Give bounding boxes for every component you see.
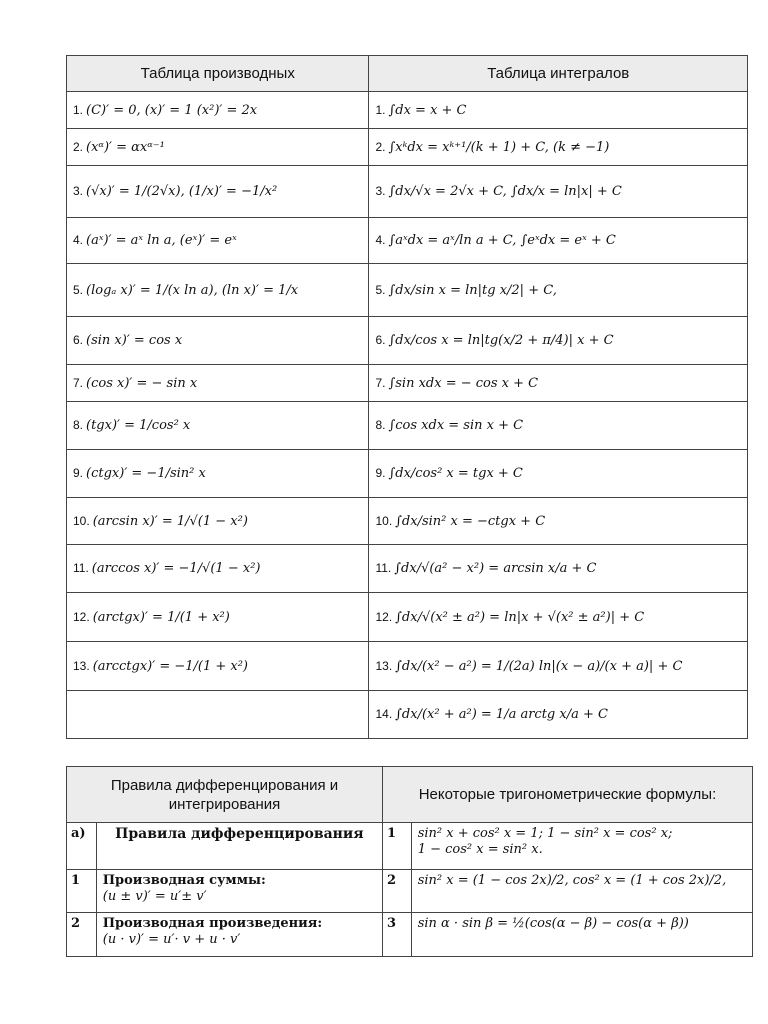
- derivative-formula: (aˣ)′ = aˣ ln a, (eˣ)′ = eˣ: [86, 233, 237, 248]
- derivative-number: 4.: [73, 233, 84, 247]
- trig-cell: [411, 823, 752, 870]
- derivative-formula: (arcctgx)′ = −1/(1 + x²): [92, 658, 249, 674]
- integral-cell: [369, 365, 748, 402]
- derivative-number: 10.: [73, 513, 90, 528]
- formula-row: [67, 593, 748, 642]
- integral-number: 13.: [375, 658, 393, 673]
- rule-title: Производная суммы:: [102, 873, 266, 888]
- integral-number: 2.: [375, 139, 386, 154]
- derivative-formula: (C)′ = 0, (x)′ = 1 (x²)′ = 2x: [86, 102, 258, 118]
- trig-header: Некоторые тригонометрические формулы:: [383, 767, 753, 823]
- rule-cell: [96, 870, 382, 913]
- integral-number: 6.: [375, 333, 386, 347]
- derivative-number: 6.: [73, 333, 84, 347]
- formula-row: [67, 317, 748, 365]
- derivative-number: 13.: [73, 658, 90, 673]
- integral-number: 5.: [375, 282, 386, 297]
- integrals-header: Таблица интегралов: [369, 56, 748, 92]
- rule-row: [67, 823, 753, 870]
- formula-row: [67, 642, 748, 691]
- trig-formula: sin² x + cos² x = 1; 1 − sin² x = cos² x;: [417, 826, 673, 841]
- formula-row: [67, 450, 748, 498]
- derivative-number: 3.: [73, 184, 84, 198]
- integral-formula: ∫dx/cos x = ln|tg(x/2 + π/4)| x + C: [388, 333, 614, 348]
- derivative-formula: (arctgx)′ = 1/(1 + x²): [92, 609, 230, 625]
- derivative-formula: (arccos x)′ = −1/√(1 − x²): [91, 561, 261, 576]
- derivative-number: 9.: [73, 466, 84, 480]
- integral-formula: ∫sin xdx = − cos x + C: [388, 375, 539, 391]
- rule-cell: [96, 823, 382, 870]
- derivative-formula: (cos x)′ = − sin x: [86, 375, 198, 391]
- integral-cell: [369, 642, 748, 691]
- derivative-cell: [67, 218, 369, 264]
- derivative-cell: [67, 317, 369, 365]
- formula-row: [67, 264, 748, 317]
- integral-number: 12.: [375, 609, 393, 624]
- derivative-cell: [67, 642, 369, 691]
- integral-formula: ∫cos xdx = sin x + C: [388, 418, 524, 433]
- formula-row: [67, 691, 748, 739]
- derivative-cell: [67, 545, 369, 593]
- integral-formula: ∫dx/sin x = ln|tg x/2| + C,: [388, 282, 557, 298]
- integral-formula: ∫dx/√x = 2√x + C, ∫dx/x = ln|x| + C: [388, 184, 622, 199]
- derivatives-integrals-table: [66, 55, 748, 739]
- derivative-number: 12.: [73, 609, 90, 624]
- integral-number: 8.: [375, 418, 386, 432]
- rule-title: Производная произведения:: [102, 916, 323, 931]
- integral-number: 7.: [375, 375, 386, 390]
- derivative-number: 2.: [73, 139, 84, 154]
- trig-formula: sin² x = (1 − cos 2x)/2, cos² x = (1 + cos 2x)/2,: [417, 873, 727, 888]
- derivative-cell: [67, 593, 369, 642]
- rule-number: а): [67, 823, 97, 870]
- integral-cell: [369, 218, 748, 264]
- rule-formula: (u ± v)′ = u′± v′: [102, 889, 207, 904]
- derivative-formula: (arcsin x)′ = 1/√(1 − x²): [92, 513, 248, 529]
- formula-row: [67, 129, 748, 166]
- rules-trig-table: [66, 766, 753, 957]
- integral-cell: [369, 264, 748, 317]
- rule-title: Правила дифференцирования: [115, 826, 364, 842]
- integral-cell: [369, 691, 748, 739]
- integral-cell: [369, 450, 748, 498]
- trig-formula: sin α · sin β = ½(cos(α − β) − cos(α + β)): [417, 916, 689, 931]
- integral-cell: [369, 166, 748, 218]
- derivative-cell: [67, 129, 369, 166]
- derivative-formula: (√x)′ = 1/(2√x), (1/x)′ = −1/x²: [86, 184, 278, 199]
- derivative-cell: [67, 92, 369, 129]
- derivative-cell: [67, 264, 369, 317]
- integral-number: 9.: [375, 466, 386, 480]
- derivative-number: 5.: [73, 282, 84, 297]
- trig-number: 1: [383, 823, 412, 870]
- integral-formula: ∫dx/cos² x = tgx + C: [388, 466, 523, 481]
- integral-number: 4.: [375, 233, 386, 247]
- rule-cell: [96, 913, 382, 957]
- formula-row: [67, 92, 748, 129]
- integral-formula: ∫dx/(x² − a²) = 1/(2a) ln|(x − a)/(x + a)| + C: [395, 658, 683, 674]
- integral-cell: [369, 317, 748, 365]
- formula-row: [67, 166, 748, 218]
- rule-row: [67, 870, 753, 913]
- derivative-formula: (tgx)′ = 1/cos² x: [86, 418, 191, 433]
- formula-row: [67, 545, 748, 593]
- integral-formula: ∫dx/√(x² ± a²) = ln|x + √(x² ± a²)| + C: [395, 609, 645, 625]
- rule-number: 1: [67, 870, 97, 913]
- trig-cell: [411, 913, 752, 957]
- derivative-cell: [67, 166, 369, 218]
- rule-row: [67, 913, 753, 957]
- derivative-formula: (sin x)′ = cos x: [86, 333, 183, 348]
- trig-number: 3: [383, 913, 412, 957]
- integral-cell: [369, 402, 748, 450]
- integral-number: 3.: [375, 184, 386, 198]
- derivatives-header: Таблица производных: [67, 56, 369, 92]
- derivative-cell: [67, 498, 369, 545]
- integral-formula: ∫dx/(x² + a²) = 1/a arctg x/a + C: [395, 707, 608, 722]
- integral-number: 10.: [375, 513, 393, 528]
- derivative-number: 8.: [73, 418, 84, 432]
- integral-cell: [369, 545, 748, 593]
- derivative-cell: [67, 691, 369, 739]
- integral-number: 14.: [375, 707, 393, 721]
- derivative-formula: (logₐ x)′ = 1/(x ln a), (ln x)′ = 1/x: [86, 282, 299, 298]
- derivative-formula: (ctgx)′ = −1/sin² x: [86, 466, 206, 481]
- trig-formula-line2: 1 − cos² x = sin² x.: [417, 842, 543, 857]
- trig-number: 2: [383, 870, 412, 913]
- integral-number: 1.: [375, 102, 386, 117]
- derivative-cell: [67, 365, 369, 402]
- trig-cell: [411, 870, 752, 913]
- integral-number: 11.: [375, 561, 392, 575]
- formula-row: [67, 498, 748, 545]
- formula-row: [67, 218, 748, 264]
- derivative-number: 7.: [73, 375, 84, 390]
- formula-row: [67, 402, 748, 450]
- integral-formula: ∫dx/sin² x = −ctgx + C: [395, 513, 546, 529]
- integral-formula: ∫dx/√(a² − x²) = arcsin x/a + C: [394, 561, 597, 576]
- integral-cell: [369, 498, 748, 545]
- derivative-formula: (xᵅ)′ = αxᵅ⁻¹: [86, 139, 165, 155]
- formula-row: [67, 365, 748, 402]
- rule-formula: (u · v)′ = u′· v + u · v′: [102, 932, 241, 947]
- derivative-cell: [67, 402, 369, 450]
- derivative-number: 1.: [73, 102, 84, 117]
- rule-number: 2: [67, 913, 97, 957]
- integral-cell: [369, 129, 748, 166]
- integral-formula: ∫dx = x + C: [388, 102, 467, 118]
- derivative-number: 11.: [73, 561, 89, 575]
- integral-formula: ∫aˣdx = aˣ/ln a + C, ∫eˣdx = eˣ + C: [388, 233, 616, 248]
- integral-cell: [369, 593, 748, 642]
- rules-header: Правила дифференцирования и интегрирования: [67, 767, 383, 823]
- integral-formula: ∫xᵏdx = xᵏ⁺¹/(k + 1) + C, (k ≠ −1): [388, 139, 610, 155]
- integral-cell: [369, 92, 748, 129]
- derivative-cell: [67, 450, 369, 498]
